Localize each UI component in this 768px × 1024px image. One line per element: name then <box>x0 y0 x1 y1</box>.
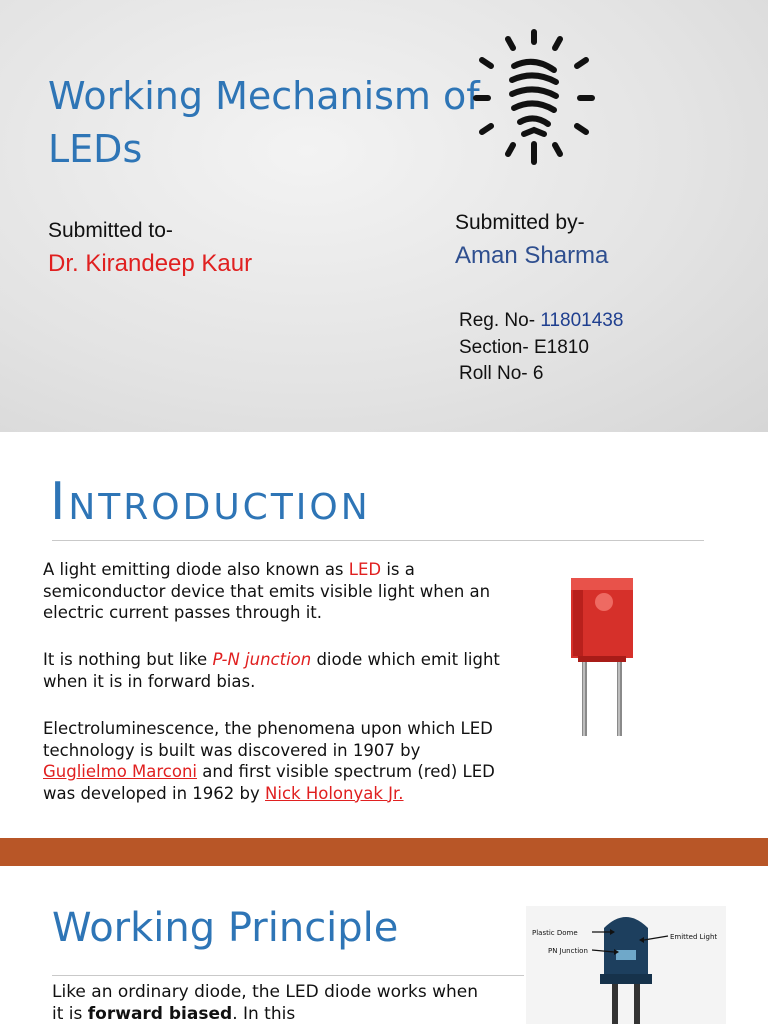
roll-number: Roll No- 6 <box>459 363 544 384</box>
label-emitted-light: Emitted Light <box>670 933 718 941</box>
wp-text-a: Like an ordinary diode, the LED diode works when it is <box>52 982 479 1024</box>
lightbulb-icon <box>468 26 600 166</box>
p1-text-b: is a semiconductor device that emits visible light when an electric current passes through it. <box>43 560 491 622</box>
introduction-slide <box>0 432 768 838</box>
title-slide <box>0 0 768 432</box>
reg-value: 11801438 <box>540 310 624 331</box>
intro-paragraph-1 <box>43 559 503 624</box>
title-underline <box>52 975 524 976</box>
title-underline <box>52 540 704 541</box>
submitted-by-name: Aman Sharma <box>455 242 609 269</box>
p3-text-b: and first visible spectrum (red) LED was developed in 1962 by <box>43 762 495 803</box>
registration-number <box>459 310 623 332</box>
led-term: LED <box>348 560 382 579</box>
holonyak-link[interactable]: Nick Holonyak Jr. <box>265 783 404 803</box>
section-line: Section- E1810 <box>459 337 589 358</box>
title-initial: I <box>50 472 69 532</box>
p3-text-a: Electroluminescence, the phenomena upon which LED technology is built was discovered in 1907 by <box>43 719 493 760</box>
intro-paragraph-2 <box>43 649 503 692</box>
label-plastic-dome: Plastic Dome <box>532 929 578 937</box>
wp-text-b: . In this <box>232 1003 296 1024</box>
intro-paragraph-3 <box>43 718 503 804</box>
title-rest: NTRODUCTION <box>68 487 371 528</box>
slide-divider <box>0 838 768 866</box>
p2-text-a: It is nothing but like <box>43 650 213 669</box>
red-led-photo <box>558 572 648 742</box>
submitted-to-label: Submitted to- <box>48 219 173 242</box>
p2-text-b: diode which emit light when it is in forward bias. <box>43 650 500 691</box>
label-pn-junction: PN Junction <box>548 947 588 955</box>
submitted-by-label: Submitted by- <box>455 211 585 234</box>
slide-title: Working Mechanism of LEDs <box>48 74 480 171</box>
introduction-title <box>50 472 371 538</box>
working-principle-text <box>52 982 492 1024</box>
working-principle-title: Working Principle <box>52 905 399 951</box>
reg-label: Reg. No- <box>459 310 541 331</box>
led-structure-diagram <box>526 906 726 1024</box>
pn-junction-term: P-N junction <box>212 650 312 669</box>
submitted-to-name: Dr. Kirandeep Kaur <box>48 250 253 277</box>
working-principle-slide <box>0 866 768 1024</box>
forward-biased-term: forward biased <box>87 1003 233 1024</box>
p1-text-a: A light emitting diode also known as <box>43 560 349 579</box>
marconi-link[interactable]: Guglielmo Marconi <box>43 762 198 781</box>
